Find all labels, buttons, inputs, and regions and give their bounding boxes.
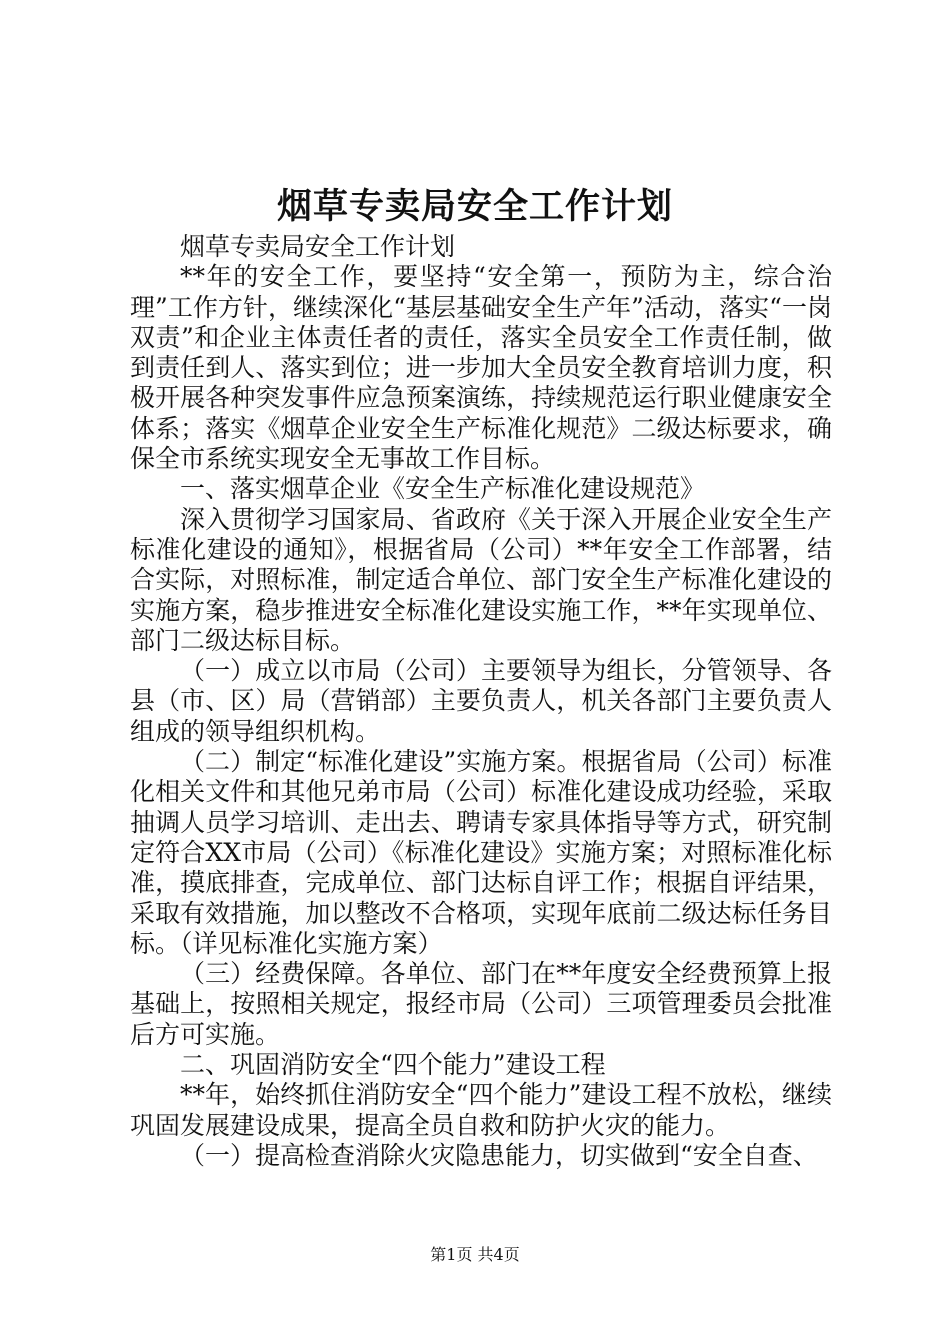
paragraph-item-1-3: （三）经费保障。各单位、部门在**年度安全经费预算上报基础上，按照相关规定，报经市局（公司）三项管理委员会批准后方可实施。 (130, 959, 832, 1049)
paragraph-item-2-1: （一）提高检查消除火灾隐患能力，切实做到“安全自查、 (180, 1140, 818, 1170)
paragraph-subtitle: 烟草专卖局安全工作计划 (180, 232, 456, 261)
section-heading-2: 二、巩固消防安全“四个能力”建设工程 (180, 1050, 606, 1080)
page-footer: 第1页 共4页 (430, 1245, 520, 1264)
section-heading-1: 一、落实烟草企业《安全生产标准化建设规范》 (180, 474, 706, 504)
paragraph-section-2: **年，始终抓住消防安全“四个能力”建设工程不放松，继续巩固发展建设成果，提高全员自救和防护火灾的能力。 (130, 1080, 832, 1140)
paragraph-item-1-1: （一）成立以市局（公司）主要领导为组长，分管领导、各县（市、区）局（营销部）主要负责人，机关各部门主要负责人组成的领导组织机构。 (130, 656, 832, 746)
paragraph-section-1: 深入贯彻学习国家局、省政府《关于深入开展企业安全生产标准化建设的通知》，根据省局（公司）**年安全工作部署，结合实际，对照标准，制定适合单位、部门安全生产标准化建设的实施方案，稳步推进安全标准化建设实施工作，**年实现单位、部门二级达标目标。 (130, 504, 832, 655)
paragraph-intro: **年的安全工作，要坚持“安全第一，预防为主，综合治理”工作方针，继续深化“基层基础安全生产年”活动，落实“一岗双责”和企业主体责任者的责任，落实全员安全工作责任制，做到责任到人、落实到位；进一步加大全员安全教育培训力度，积极开展各种突发事件应急预案演练，持续规范运行职业健康安全体系；落实《烟草企业安全生产标准化规范》二级达标要求，确保全市系统实现安全无事故工作目标。 (130, 262, 832, 474)
document-title: 烟草专卖局安全工作计划 (276, 186, 673, 227)
document-body (130, 232, 832, 1171)
paragraph-item-1-2: （二）制定“标准化建设”实施方案。根据省局（公司）标准化相关文件和其他兄弟市局（公司）标准化建设成功经验，采取抽调人员学习培训、走出去、聘请专家具体指导等方式，研究制定符合XX市局（公司）《标准化建设》实施方案；对照标准化标准，摸底排查，完成单位、部门达标自评工作；根据自评结果，采取有效措施，加以整改不合格项，实现年底前二级达标任务目标。（详见标准化实施方案） (130, 747, 832, 958)
